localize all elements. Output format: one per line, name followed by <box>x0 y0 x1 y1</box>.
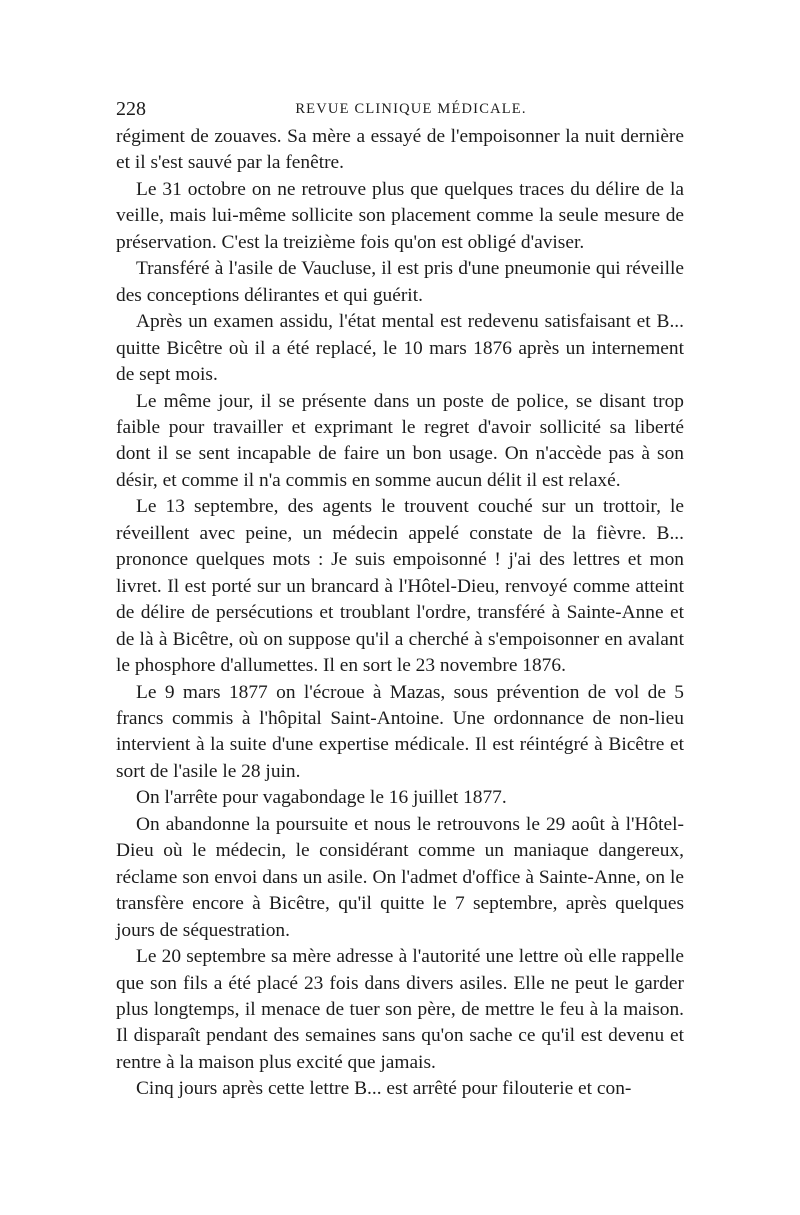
page-number: 228 <box>116 98 146 120</box>
paragraph: Le 31 octobre on ne retrouve plus que quelques traces du délire de la veille, mais lui-même sollicite son placement comme la seule mesure de préservation. C'est la treizième fois qu'on est obligé d'aviser. <box>116 178 684 253</box>
paragraph: Le même jour, il se présente dans un poste de police, se disant trop faible pour travailler et exprimant le regret d'avoir sollicité sa liberté dont il se sent incapable de faire un bon usage. On n'accède pas à son désir, et comme il n'a commis en somme aucun délit il est relaxé. <box>116 390 684 491</box>
paragraph-continued: régiment de zouaves. Sa mère a essayé de l'empoisonner la nuit dernière et il s'est sauvé par la fenêtre. <box>116 126 684 174</box>
paragraph: Transféré à l'asile de Vaucluse, il est pris d'une pneumonie qui réveille des conceptions délirantes et qui guérit. <box>116 258 684 306</box>
paragraph: Cinq jours après cette lettre B... est arrêté pour filouterie et con- <box>136 1078 632 1100</box>
body-text <box>116 124 684 1103</box>
paragraph: Le 9 mars 1877 on l'écroue à Mazas, sous prévention de vol de 5 francs commis à l'hôpital Saint-Antoine. Une ordonnance de non-lieu intervient à la suite d'une expertise médicale. Il est réintégré à Bicêtre et sort de l'asile le 28 juin. <box>116 681 684 782</box>
running-title: REVUE CLINIQUE MÉDICALE. <box>295 101 527 117</box>
paragraph: On l'arrête pour vagabondage le 16 juillet 1877. <box>136 787 507 809</box>
page-header <box>116 94 684 124</box>
paragraph: On abandonne la poursuite et nous le retrouvons le 29 août à l'Hôtel-Dieu où le médecin, le considérant comme un maniaque dangereux, réclame son envoi dans un asile. On l'admet d'office à Sainte-Anne, on le transfère encore à Bicêtre, qu'il quitte le 7 septembre, après quelques jours de séquestration. <box>116 813 684 941</box>
paragraph: Le 13 septembre, des agents le trouvent couché sur un trottoir, le réveillent avec peine, un médecin appelé constate de la fièvre. B... prononce quelques mots : Je suis empoisonné ! j'ai des lettres et mon livret. Il est porté sur un brancard à l'Hôtel-Dieu, renvoyé comme atteint de délire de persécutions et troublant l'ordre, transféré à Sainte-Anne et de là à Bicêtre, où on suppose qu'il a cherché à s'empoisonner en avalant le phosphore d'allumettes. Il en sort le 23 novembre 1876. <box>116 496 684 677</box>
book-page <box>116 94 684 1103</box>
paragraph: Le 20 septembre sa mère adresse à l'autorité une lettre où elle rappelle que son fils a été placé 23 fois dans divers asiles. Elle ne peut le garder plus longtemps, il menace de tuer son père, de mettre le feu à la maison. Il disparaît pendant des semaines sans qu'on sache ce qu'il est devenu et rentre à la maison plus excité que jamais. <box>116 946 684 1073</box>
paragraph: Après un examen assidu, l'état mental est redevenu satisfaisant et B... quitte Bicêtre où il a été replacé, le 10 mars 1876 après un internement de sept mois. <box>116 311 684 386</box>
